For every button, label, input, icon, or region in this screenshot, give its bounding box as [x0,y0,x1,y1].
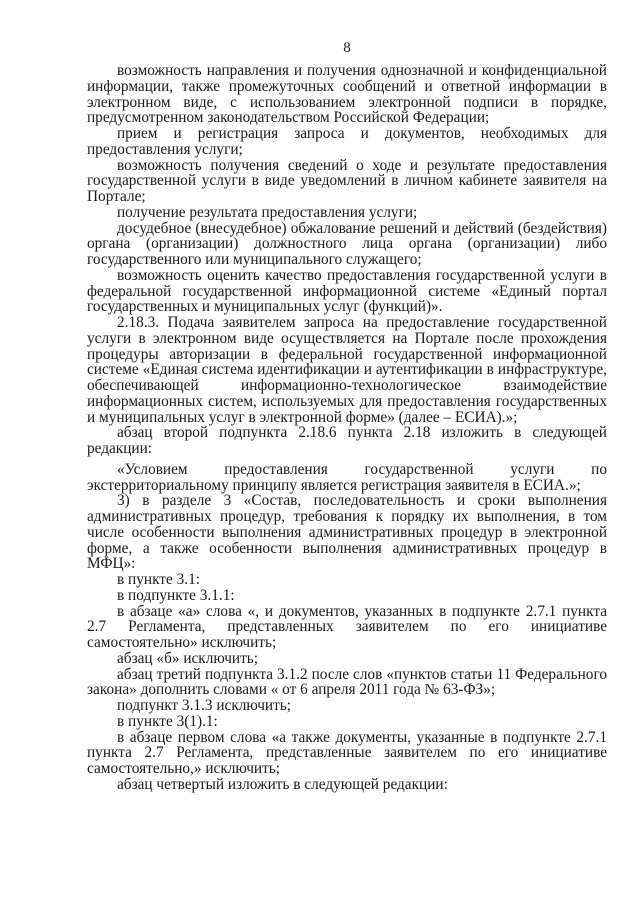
paragraph: прием и регистрация запроса и документов, необходимых для предоставления услуги; [87,125,607,158]
paragraph: досудебное (внесудебное) обжалование решений и действий (бездействия) органа (организации) должностного лица органа (организации) либо государственного или муниципального служащего; [87,219,607,268]
paragraph: абзац третий подпункта 3.1.2 после слов «пунктов статьи 11 Федерального закона» дополнить словами « от 6 апреля 2011 года № 63-ФЗ»; [87,665,607,699]
paragraph: возможность получения сведений о ходе и результате предоставления государственной услуги в виде уведомлений в личном кабинете заявителя на Портале; [87,156,607,205]
document-body [87,63,607,793]
paragraph: возможность направления и получения однозначной и конфиденциальной информации, также промежуточных сообщений и ответной информации в электронном виде, с использованием электронной подписи в порядке, предусмотренном законодательством Российской Федерации; [87,62,607,127]
paragraph: абзац четвертый изложить в следующей редакции: [117,775,448,793]
paragraph: возможность оценить качество предоставления государственной услуги в федеральной государственной информационной системе «Единый портал государственных и муниципальных услуг (функций)». [87,266,607,316]
paragraph: абзац второй подпункта 2.18.6 пункта 2.18 изложить в следующей редакции: [87,424,607,457]
paragraph: в пункте 3(1).1: [117,712,218,730]
paragraph: в подпункте 3.1.1: [117,586,235,604]
paragraph: подпункт 3.1.3 исключить; [117,697,292,714]
paragraph: в абзаце первом слова «а также документы, указанные в подпункте 2.7.1 пункта 2.7 Регламента, представленные заявителем по его инициативе самостоятельно,» исключить; [87,728,607,777]
paragraph: 2.18.3. Подача заявителем запроса на предоставление государственной услуги в электронном виде осуществляется на Портале после прохождения процедуры авторизации в федеральной государственной информационной системе «Единая система идентификации и аутентификации в инфраструктуре, обеспечивающей информационно-технологическое взаимодействие информационных систем, используемых для предоставления государственных и муниципальных услуг в электронной форме» (далее – ЕСИА).»; [87,314,607,426]
paragraph: получение результата предоставления услуги; [117,203,418,221]
paragraph: абзац «б» исключить; [117,649,258,667]
paragraph: 3) в разделе 3 «Состав, последовательность и сроки выполнения административных процедур, требования к порядку их выполнения, в том числе особенности выполнения административных процедур в электронной форме, а также особенности выполнения административных процедур в МФЦ»: [87,492,607,573]
paragraph: «Условием предоставления государственной услуги по экстерриториальному принципу является регистрация заявителя в ЕСИА.»; [87,460,607,494]
paragraph: в пункте 3.1: [117,571,200,588]
paragraph: в абзаце «а» слова «, и документов, указанных в подпункте 2.7.1 пункта 2.7 Регламента, представленных заявителем по его инициативе самостоятельно» исключить; [87,602,607,651]
page-number: 8 [343,40,351,56]
